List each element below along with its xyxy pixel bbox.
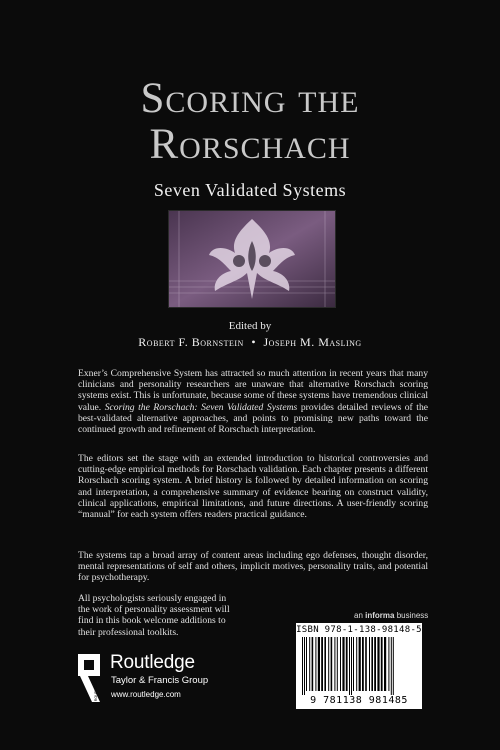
- barcode-bar: [309, 637, 310, 691]
- logo-wordmark: ROUTLEDGE: [94, 678, 98, 702]
- blurb-paragraph-4: All psychologists seriously engaged in the work of personality assessment will find in this book welcome additions to their professional toolkits.: [78, 593, 230, 638]
- barcode-bar: [371, 637, 373, 691]
- editors-line: [0, 335, 500, 350]
- informa-imprint: [354, 611, 428, 620]
- barcode-bar: [304, 637, 305, 695]
- barcode-bar: [369, 637, 370, 691]
- barcode-bar: [365, 637, 367, 691]
- editor-separator: •: [251, 335, 257, 349]
- subtitle: Seven Validated Systems: [153, 180, 347, 200]
- barcode-bar: [318, 637, 320, 691]
- publisher-url[interactable]: www.routledge.com: [111, 690, 181, 699]
- barcode-bar: [312, 637, 314, 691]
- barcode-bar: [340, 637, 341, 691]
- blurb-p1-book-title: Scoring the Rorschach: Seven Validated Systems: [104, 401, 298, 413]
- blurb-paragraph-3: The systems tap a broad array of content areas including ego defenses, thought disorder, mental representations of self and others, implicit motives, personality traits, and potential for psychotherapy.: [78, 550, 428, 584]
- barcode-bar: [315, 637, 316, 691]
- barcode-bar: [306, 637, 307, 691]
- barcode-bar: [353, 637, 354, 691]
- imprint-prefix: an: [354, 611, 366, 620]
- routledge-logo-icon: [74, 650, 104, 706]
- barcode-digits: 9 781138 981485: [310, 695, 408, 706]
- barcode-bar: [342, 637, 344, 691]
- editor-1: Robert F. Bornstein: [138, 335, 244, 349]
- barcode-bar: [328, 637, 329, 691]
- inkblot-cover-art: [168, 210, 336, 308]
- barcode-bar: [374, 637, 376, 691]
- barcode-bars: [300, 637, 418, 695]
- publisher-group: Taylor & Francis Group: [111, 675, 209, 686]
- editor-2: Joseph M. Masling: [263, 335, 362, 349]
- barcode-bar: [324, 637, 326, 691]
- publisher-name: Routledge: [110, 652, 195, 673]
- barcode-bar: [321, 637, 323, 691]
- barcode-bar: [391, 637, 392, 695]
- barcode-bar: [334, 637, 335, 691]
- blurb-paragraph-2: The editors set the stage with an extended introduction to historical controversies and cutting-edge empirical methods for Rorschach validation. Each chapter presents a different Rorschach scoring system. A brief history is followed by detailed information on scoring and interpretation, a comprehensive summary of evidence bearing on construct validity, clinical applications, empirical limitations, and future directions. A user-friendly scoring “manual” for each system offers readers practical guidance.: [78, 453, 428, 521]
- barcode-bar: [388, 637, 389, 691]
- title-line-2: Rorschach: [149, 121, 351, 168]
- title-line-1: Scoring the: [140, 75, 360, 122]
- barcode-bar: [349, 637, 350, 695]
- barcode-bar: [351, 637, 352, 695]
- barcode-bar: [302, 637, 303, 695]
- isbn-barcode: [296, 623, 422, 709]
- barcode-bar: [362, 637, 364, 691]
- blurb-p1-text-end: provides detailed reviews of the best-validated alternative approaches, and points to promising new paths toward the continued growth and refinement of Rorschach interpretation.: [78, 401, 428, 436]
- imprint-brand: informa: [365, 611, 395, 620]
- imprint-suffix: business: [394, 611, 429, 620]
- barcode-bar: [337, 637, 338, 691]
- barcode-bar: [331, 637, 333, 691]
- barcode-bar: [381, 637, 383, 691]
- isbn-text: ISBN 978-1-138-98148-5: [296, 625, 422, 635]
- barcode-bar: [356, 637, 357, 691]
- blurb-p1-text: Exner’s Comprehensive System has attracted so much attention in recent years that many clinicians and personality researchers are unaware that alternative Rorschach scoring systems exist. This is unfortunate, because some of these systems have tremendous clinical value.: [78, 368, 428, 413]
- barcode-bar: [393, 637, 394, 695]
- barcode-bar: [359, 637, 361, 691]
- blurb-paragraph-1: [78, 368, 428, 435]
- barcode-bar: [377, 637, 379, 691]
- edited-by-label: Edited by: [228, 320, 272, 332]
- barcode-bar: [384, 637, 386, 691]
- barcode-bar: [346, 637, 348, 691]
